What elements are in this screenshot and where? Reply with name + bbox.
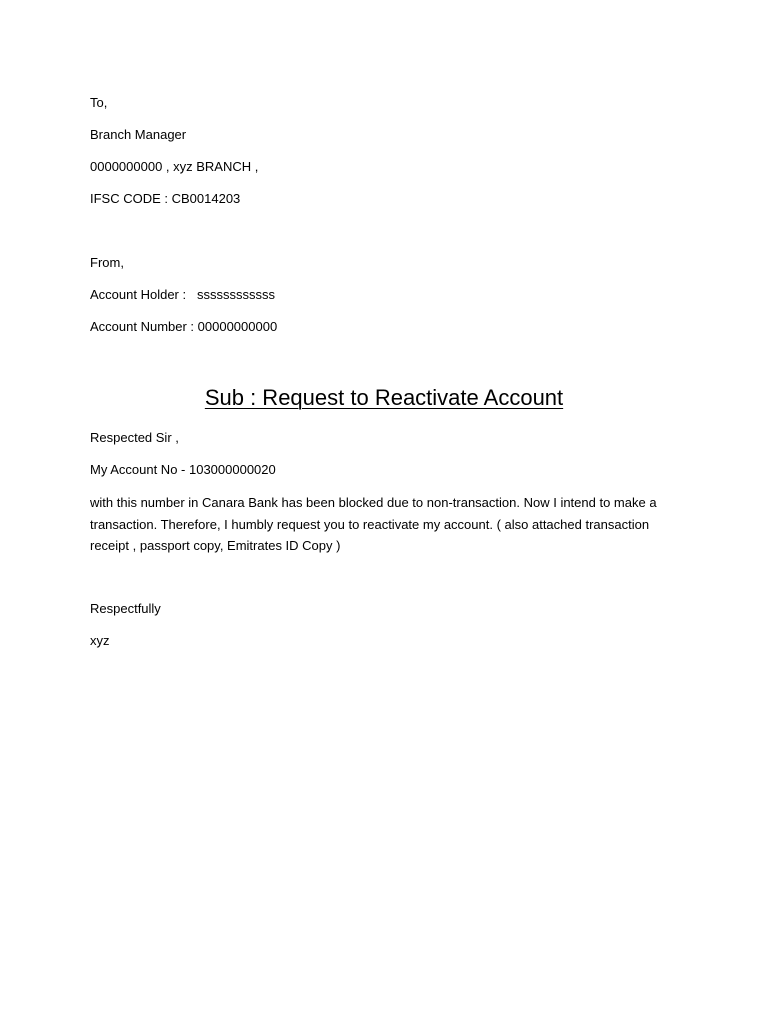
salutation: Respected Sir , xyxy=(90,430,179,445)
to-label: To, xyxy=(90,95,108,110)
account-no-line: My Account No - 103000000020 xyxy=(90,462,276,477)
body-paragraph: with this number in Canara Bank has been blocked due to non-transaction. Now I intend to make a transaction. Therefore, I humbly request you to reactivate my account. ( also attached transaction receipt , passport copy, Emitrates ID Copy ) xyxy=(90,495,657,553)
subject-heading: Sub : Request to Reactivate Account xyxy=(204,385,564,410)
recipient-title: Branch Manager xyxy=(90,127,187,142)
account-number-line: Account Number : 00000000000 xyxy=(90,319,278,334)
signature: xyz xyxy=(90,633,110,648)
closing: Respectfully xyxy=(90,601,161,616)
from-label: From, xyxy=(90,255,124,270)
ifsc-code-line: IFSC CODE : CB0014203 xyxy=(90,191,241,206)
account-holder-line: Account Holder : ssssssssssss xyxy=(90,287,275,302)
recipient-branch: 0000000000 , xyz BRANCH , xyxy=(90,159,259,174)
